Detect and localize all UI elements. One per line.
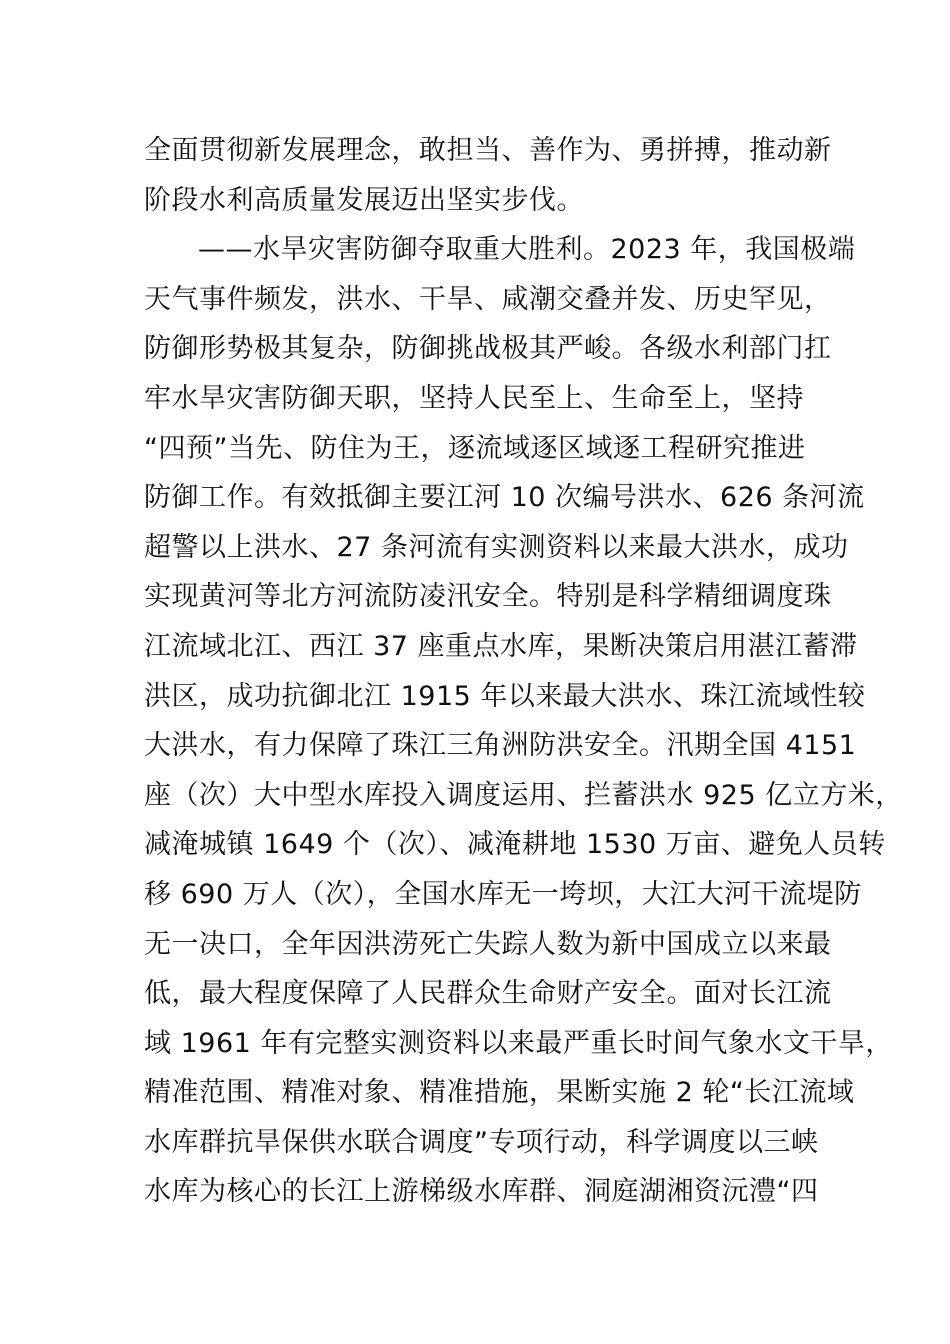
- body-text: [144, 126, 903, 1217]
- text-line: 座（次）大中型水库投入调度运用、拦蓄洪水 925 亿立方米，: [144, 779, 903, 811]
- text-line: 江流域北江、西江 37 座重点水库，果断决策启用湛江蓄滞: [144, 630, 858, 662]
- text-line: 阶段水利高质量发展迈出坚实步伐。: [144, 184, 584, 216]
- text-line: 天气事件频发，洪水、干旱、咸潮交叠并发、历史罕见，: [144, 283, 832, 315]
- text-line: 大洪水，有力保障了珠江三角洲防洪安全。汛期全国 4151: [144, 730, 857, 762]
- text-line: 域 1961 年有完整实测资料以来最严重长时间气象水文干旱，: [144, 1027, 893, 1059]
- text-line: 低，最大程度保障了人民群众生命财产安全。面对长江流: [144, 978, 832, 1010]
- text-line: “四预”当先、防住为王，逐流域逐区域逐工程研究推进: [144, 432, 806, 464]
- text-line: 移 690 万人（次），全国水库无一垮坝，大江大河干流堤防: [144, 878, 862, 910]
- paragraph-start-line: ——水旱灾害防御夺取重大胜利。2023 年，我国极端: [198, 234, 856, 266]
- text-line: 水库群抗旱保供水联合调度”专项行动，科学调度以三峡: [144, 1126, 819, 1158]
- text-line: 洪区，成功抗御北江 1915 年以来最大洪水、珠江流域性较: [144, 680, 866, 712]
- text-line: 实现黄河等北方河流防凌汛安全。特别是科学精细调度珠: [144, 581, 832, 613]
- text-line: 水库为核心的长江上游梯级水库群、洞庭湖湘资沅澧“四: [144, 1176, 819, 1208]
- text-line: 减淹城镇 1649 个（次）、减淹耕地 1530 万亩、避免人员转: [144, 829, 886, 861]
- text-line: 精准范围、精准对象、精准措施，果断实施 2 轮“长江流域: [144, 1077, 855, 1109]
- text-line: 全面贯彻新发展理念，敢担当、善作为、勇拼搏，推动新: [144, 135, 832, 166]
- text-line: 超警以上洪水、27 条河流有实测资料以来最大洪水，成功: [144, 531, 849, 563]
- text-line: 防御工作。有效抵御主要江河 10 次编号洪水、626 条河流: [144, 482, 865, 514]
- text-line: 无一决口，全年因洪涝死亡失踪人数为新中国成立以来最: [144, 928, 832, 960]
- text-line: 防御形势极其复杂，防御挑战极其严峻。各级水利部门扛: [144, 333, 832, 365]
- text-line: 牢水旱灾害防御天职，坚持人民至上、生命至上，坚持: [144, 382, 804, 414]
